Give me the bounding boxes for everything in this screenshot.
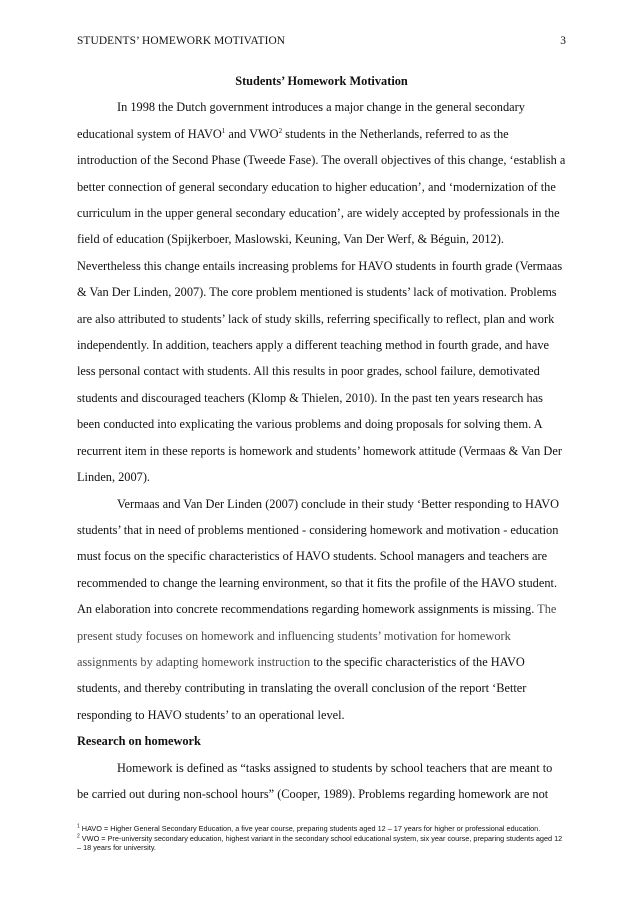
footnote-1 [77,824,566,834]
paper-title: Students’ Homework Motivation [235,74,408,88]
paragraph-homework-definition: Homework is defined as “tasks assigned to students by school teachers that are meant to be carried out during non-school hours” (Cooper, 1989). Problems regarding homework are not [77,760,553,801]
paragraph-intro-text-1: In 1998 the Dutch government introduces a major change in the general secondary educational system of HAVO [77,100,525,141]
running-head-title: STUDENTS’ HOMEWORK MOTIVATION [77,35,286,47]
paragraph-intro-text-3: students in the Netherlands, referred to as the introduction of the Second Phase (Tweede Fase). The overall objectives of this change, ‘establish a better connection of general secondary education to higher education’, and ‘modernization of the curriculum in the upper general secondary education’, are widely accepted by professionals in the field of education (Spijkerboer, Maslowski, Keuning, Van Der Werf, & Béguin, 2012). Nevertheless this change entails increasing problems for HAVO students in fourth grade (Vermaas & Van Der Linden, 2007). The core problem mentioned is students’ lack of motivation. Problems are also attributed to students’ lack of study skills, referring specifically to reflect, plan and work independently. In addition, teachers apply a different teaching method in fourth grade, and have less personal contact with students. All this results in poor grades, school failure, demotivated students and discouraged teachers (Klomp & Thielen, 2010). In the past ten years research has been conducted into explicating the various problems and doing proposals for solving them. A recurrent item in these reports is homework and students’ homework attitude (Vermaas & Van Der Linden, 2007). [77,126,566,485]
footnote-ref-2: 2 [278,126,283,135]
section-heading: Research on homework [77,734,201,749]
paragraph-study-aim-text-1: Vermaas and Van Der Linden (2007) conclude in their study ‘Better responding to HAVO students’ that in need of problems mentioned - considering homework and motivation - education must focus on the specific characteristics of HAVO students. School managers and teachers are recommended to change the learning environment, so that it fits the profile of the HAVO student. An elaboration into concrete recommendations regarding homework assignments is missing. [77,496,560,617]
paragraph-intro [77,94,566,490]
footnote-text-2: VWO = Pre-university secondary education, highest variant in the secondary school educational system, six year course, preparing students aged 12 – 18 years for university. [77,833,563,853]
running-head [77,35,566,47]
paragraph-study-aim-highlight: The present study focuses on homework and influencing students’ motivation for homework assignments by adapting homework instruction [77,602,557,669]
footnote-text-1: HAVO = Higher General Secondary Education, a five year course, preparing students aged 12 – 17 years for higher or professional education. [79,824,541,833]
paragraph-study-aim-text-3: to the specific characteristics of the HAVO students, and thereby contributing in translating the overall conclusion of the report ‘Better responding to HAVO students’ to an operational level. [77,654,527,722]
paragraph-intro-text-2: and VWO [225,126,279,141]
footnote-ref-1: 1 [221,126,226,135]
body-text [77,68,566,807]
footnote-2 [77,834,566,853]
footnotes [77,824,566,853]
footnote-marker-1: 1 [77,823,80,830]
page-number: 3 [560,35,566,47]
footnote-marker-2: 2 [77,833,80,840]
paragraph-study-aim [77,491,566,729]
